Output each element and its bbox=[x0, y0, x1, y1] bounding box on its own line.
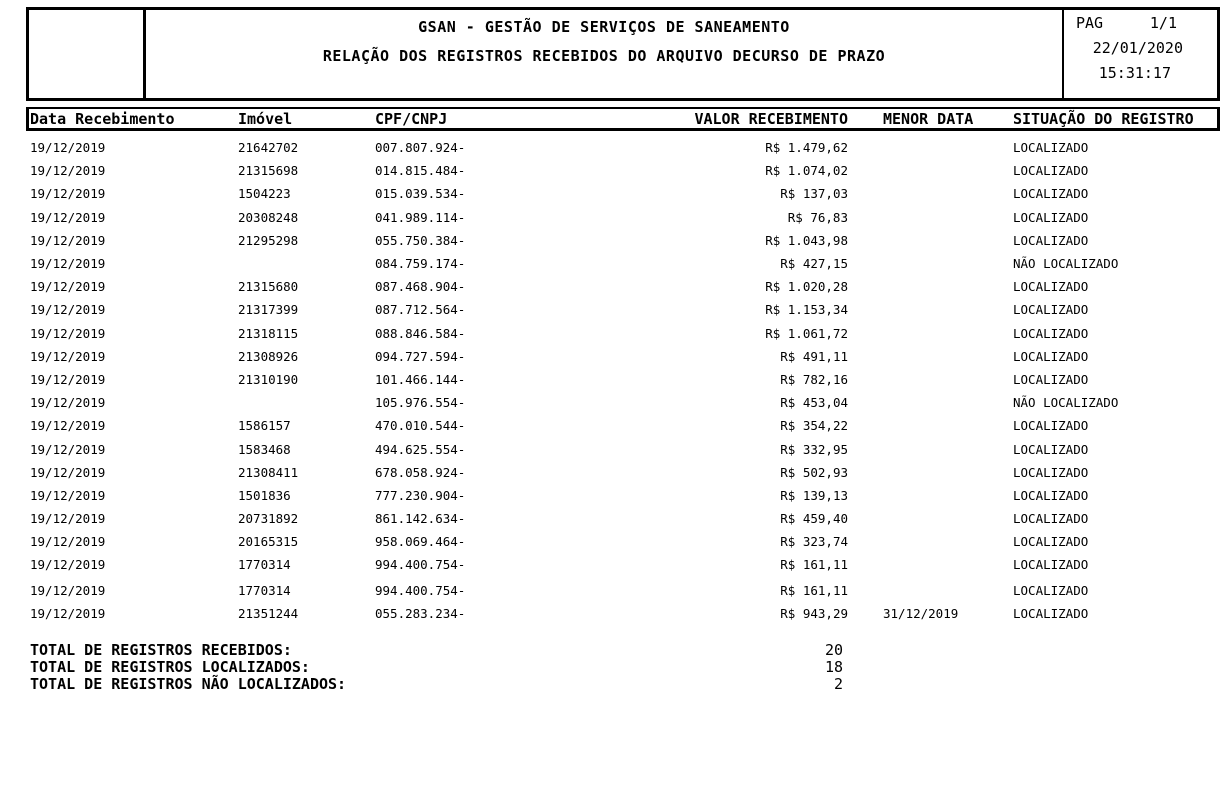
cell-valor-recebimento: R$ 354,22 bbox=[780, 418, 848, 434]
cell-imovel: 21315680 bbox=[238, 279, 299, 295]
cell-cpf-cnpj: 007.807.924- bbox=[375, 140, 466, 156]
cell-cpf-cnpj: 777.230.904- bbox=[375, 487, 466, 503]
cell-situacao-registro: LOCALIZADO bbox=[1013, 163, 1089, 179]
cell-situacao-registro: LOCALIZADO bbox=[1013, 371, 1089, 387]
cell-imovel: 21308926 bbox=[238, 348, 299, 364]
col-header-cpf-cnpj: CPF/CNPJ bbox=[375, 109, 448, 128]
cell-situacao-registro: LOCALIZADO bbox=[1013, 487, 1089, 503]
cell-valor-recebimento: R$ 453,04 bbox=[780, 395, 848, 411]
cell-data-recebimento: 19/12/2019 bbox=[30, 441, 106, 457]
cell-valor-recebimento: R$ 1.479,62 bbox=[765, 140, 848, 156]
cell-cpf-cnpj: 861.142.634- bbox=[375, 511, 466, 527]
cell-imovel: 21308411 bbox=[238, 464, 299, 480]
cell-data-recebimento: 19/12/2019 bbox=[30, 395, 106, 411]
total-recebidos-value: 20 bbox=[824, 640, 843, 659]
cell-situacao-registro: LOCALIZADO bbox=[1013, 606, 1089, 622]
table-row bbox=[29, 345, 1217, 368]
cell-situacao-registro: LOCALIZADO bbox=[1013, 511, 1089, 527]
cell-valor-recebimento: R$ 76,83 bbox=[787, 209, 848, 225]
cell-data-recebimento: 19/12/2019 bbox=[30, 371, 106, 387]
cell-valor-recebimento: R$ 427,15 bbox=[780, 256, 848, 272]
cell-data-recebimento: 19/12/2019 bbox=[30, 209, 106, 225]
cell-situacao-registro: LOCALIZADO bbox=[1013, 583, 1089, 599]
cell-data-recebimento: 19/12/2019 bbox=[30, 348, 106, 364]
cell-valor-recebimento: R$ 1.061,72 bbox=[765, 325, 848, 341]
cell-imovel: 21295298 bbox=[238, 232, 299, 248]
table-row bbox=[29, 414, 1217, 437]
cell-imovel: 1586157 bbox=[238, 418, 291, 434]
cell-imovel: 20308248 bbox=[238, 209, 299, 225]
page-info-cell bbox=[1062, 10, 1217, 98]
cell-cpf-cnpj: 994.400.754- bbox=[375, 583, 466, 599]
cell-valor-recebimento: R$ 1.153,34 bbox=[765, 302, 848, 318]
cell-data-recebimento: 19/12/2019 bbox=[30, 302, 106, 318]
col-header-imovel: Imóvel bbox=[238, 109, 293, 128]
total-nao-localizados-value: 2 bbox=[833, 674, 843, 693]
cell-situacao-registro: NÃO LOCALIZADO bbox=[1013, 256, 1119, 272]
report-time: 15:31:17 bbox=[1098, 64, 1171, 82]
logo-placeholder bbox=[29, 10, 146, 98]
col-header-data-recebimento: Data Recebimento bbox=[30, 109, 175, 128]
total-localizados-label: TOTAL DE REGISTROS LOCALIZADOS: bbox=[30, 657, 310, 676]
report-titles bbox=[146, 10, 1062, 65]
cell-data-recebimento: 19/12/2019 bbox=[30, 140, 106, 156]
table-row bbox=[29, 579, 1217, 602]
cell-imovel: 1501836 bbox=[238, 487, 291, 503]
table-header bbox=[26, 107, 1220, 131]
table-row bbox=[29, 229, 1217, 252]
total-localizados-value: 18 bbox=[824, 657, 843, 676]
cell-valor-recebimento: R$ 491,11 bbox=[780, 348, 848, 364]
cell-cpf-cnpj: 678.058.924- bbox=[375, 464, 466, 480]
cell-cpf-cnpj: 041.989.114- bbox=[375, 209, 466, 225]
cell-cpf-cnpj: 094.727.594- bbox=[375, 348, 466, 364]
totals-section bbox=[30, 641, 843, 692]
cell-cpf-cnpj: 087.712.564- bbox=[375, 302, 466, 318]
cell-valor-recebimento: R$ 502,93 bbox=[780, 464, 848, 480]
cell-situacao-registro: LOCALIZADO bbox=[1013, 232, 1089, 248]
report-date: 22/01/2020 bbox=[1092, 39, 1183, 57]
table-row bbox=[29, 602, 1217, 625]
cell-data-recebimento: 19/12/2019 bbox=[30, 606, 106, 622]
cell-imovel: 20731892 bbox=[238, 511, 299, 527]
table-row bbox=[29, 182, 1217, 205]
cell-situacao-registro: LOCALIZADO bbox=[1013, 348, 1089, 364]
cell-cpf-cnpj: 470.010.544- bbox=[375, 418, 466, 434]
cell-cpf-cnpj: 101.466.144- bbox=[375, 371, 466, 387]
cell-situacao-registro: LOCALIZADO bbox=[1013, 209, 1089, 225]
cell-cpf-cnpj: 084.759.174- bbox=[375, 256, 466, 272]
cell-situacao-registro: LOCALIZADO bbox=[1013, 441, 1089, 457]
cell-cpf-cnpj: 494.625.554- bbox=[375, 441, 466, 457]
report-subtitle: RELAÇÃO DOS REGISTROS RECEBIDOS DO ARQUIVO DECURSO DE PRAZO bbox=[322, 47, 886, 65]
total-nao-localizados-label: TOTAL DE REGISTROS NÃO LOCALIZADOS: bbox=[30, 674, 347, 693]
page-value: 1/1 bbox=[1149, 14, 1177, 32]
total-localizados-line bbox=[30, 658, 843, 675]
cell-data-recebimento: 19/12/2019 bbox=[30, 487, 106, 503]
cell-imovel: 21310190 bbox=[238, 371, 299, 387]
cell-situacao-registro: NÃO LOCALIZADO bbox=[1013, 395, 1119, 411]
table-body-second-group bbox=[29, 579, 1217, 625]
col-header-situacao-registro: SITUAÇÃO DO REGISTRO bbox=[1013, 109, 1194, 128]
cell-imovel: 1770314 bbox=[238, 583, 291, 599]
table-row bbox=[29, 368, 1217, 391]
report-header bbox=[26, 7, 1220, 101]
table-row bbox=[29, 159, 1217, 182]
cell-data-recebimento: 19/12/2019 bbox=[30, 534, 106, 550]
cell-data-recebimento: 19/12/2019 bbox=[30, 511, 106, 527]
cell-valor-recebimento: R$ 943,29 bbox=[780, 606, 848, 622]
cell-imovel: 1504223 bbox=[238, 186, 291, 202]
cell-valor-recebimento: R$ 139,13 bbox=[780, 487, 848, 503]
cell-valor-recebimento: R$ 1.043,98 bbox=[765, 232, 848, 248]
table-row bbox=[29, 484, 1217, 507]
table-row bbox=[29, 391, 1217, 414]
cell-valor-recebimento: R$ 161,11 bbox=[780, 557, 848, 573]
table-row bbox=[29, 437, 1217, 460]
cell-situacao-registro: LOCALIZADO bbox=[1013, 557, 1089, 573]
cell-imovel: 21642702 bbox=[238, 140, 299, 156]
table-row bbox=[29, 461, 1217, 484]
cell-data-recebimento: 19/12/2019 bbox=[30, 256, 106, 272]
cell-cpf-cnpj: 994.400.754- bbox=[375, 557, 466, 573]
cell-data-recebimento: 19/12/2019 bbox=[30, 279, 106, 295]
total-recebidos-line bbox=[30, 641, 843, 658]
page-number-line bbox=[1064, 10, 1217, 32]
table-row bbox=[29, 252, 1217, 275]
cell-situacao-registro: LOCALIZADO bbox=[1013, 325, 1089, 341]
cell-imovel: 20165315 bbox=[238, 534, 299, 550]
cell-imovel: 21317399 bbox=[238, 302, 299, 318]
cell-valor-recebimento: R$ 782,16 bbox=[780, 371, 848, 387]
cell-cpf-cnpj: 055.283.234- bbox=[375, 606, 466, 622]
cell-data-recebimento: 19/12/2019 bbox=[30, 557, 106, 573]
table-row bbox=[29, 322, 1217, 345]
cell-situacao-registro: LOCALIZADO bbox=[1013, 464, 1089, 480]
cell-cpf-cnpj: 958.069.464- bbox=[375, 534, 466, 550]
cell-data-recebimento: 19/12/2019 bbox=[30, 186, 106, 202]
table-body bbox=[29, 136, 1217, 577]
total-recebidos-label: TOTAL DE REGISTROS RECEBIDOS: bbox=[30, 640, 292, 659]
cell-imovel: 21351244 bbox=[238, 606, 299, 622]
cell-valor-recebimento: R$ 1.020,28 bbox=[765, 279, 848, 295]
cell-menor-data: 31/12/2019 bbox=[883, 606, 959, 622]
cell-valor-recebimento: R$ 323,74 bbox=[780, 534, 848, 550]
cell-data-recebimento: 19/12/2019 bbox=[30, 325, 106, 341]
cell-valor-recebimento: R$ 459,40 bbox=[780, 511, 848, 527]
cell-valor-recebimento: R$ 161,11 bbox=[780, 583, 848, 599]
cell-cpf-cnpj: 014.815.484- bbox=[375, 163, 466, 179]
cell-cpf-cnpj: 088.846.584- bbox=[375, 325, 466, 341]
cell-data-recebimento: 19/12/2019 bbox=[30, 163, 106, 179]
table-row bbox=[29, 507, 1217, 530]
cell-imovel: 21315698 bbox=[238, 163, 299, 179]
cell-situacao-registro: LOCALIZADO bbox=[1013, 186, 1089, 202]
col-header-menor-data: MENOR DATA bbox=[883, 109, 974, 128]
cell-imovel: 21318115 bbox=[238, 325, 299, 341]
cell-cpf-cnpj: 087.468.904- bbox=[375, 279, 466, 295]
cell-data-recebimento: 19/12/2019 bbox=[30, 583, 106, 599]
cell-valor-recebimento: R$ 1.074,02 bbox=[765, 163, 848, 179]
cell-situacao-registro: LOCALIZADO bbox=[1013, 302, 1089, 318]
table-row bbox=[29, 298, 1217, 321]
cell-imovel: 1583468 bbox=[238, 441, 291, 457]
cell-cpf-cnpj: 055.750.384- bbox=[375, 232, 466, 248]
table-row bbox=[29, 553, 1217, 576]
cell-cpf-cnpj: 015.039.534- bbox=[375, 186, 466, 202]
cell-situacao-registro: LOCALIZADO bbox=[1013, 279, 1089, 295]
cell-valor-recebimento: R$ 137,03 bbox=[780, 186, 848, 202]
table-row bbox=[29, 206, 1217, 229]
cell-valor-recebimento: R$ 332,95 bbox=[780, 441, 848, 457]
table-row bbox=[29, 275, 1217, 298]
report-title: GSAN - GESTÃO DE SERVIÇOS DE SANEAMENTO bbox=[418, 18, 790, 36]
cell-cpf-cnpj: 105.976.554- bbox=[375, 395, 466, 411]
page-label: PAG bbox=[1076, 14, 1104, 32]
cell-data-recebimento: 19/12/2019 bbox=[30, 464, 106, 480]
cell-situacao-registro: LOCALIZADO bbox=[1013, 140, 1089, 156]
cell-situacao-registro: LOCALIZADO bbox=[1013, 534, 1089, 550]
total-nao-localizados-line bbox=[30, 675, 843, 692]
col-header-valor-recebimento: VALOR RECEBIMENTO bbox=[694, 109, 848, 128]
cell-imovel: 1770314 bbox=[238, 557, 291, 573]
table-row bbox=[29, 530, 1217, 553]
table-row bbox=[29, 136, 1217, 159]
cell-data-recebimento: 19/12/2019 bbox=[30, 418, 106, 434]
cell-data-recebimento: 19/12/2019 bbox=[30, 232, 106, 248]
cell-situacao-registro: LOCALIZADO bbox=[1013, 418, 1089, 434]
